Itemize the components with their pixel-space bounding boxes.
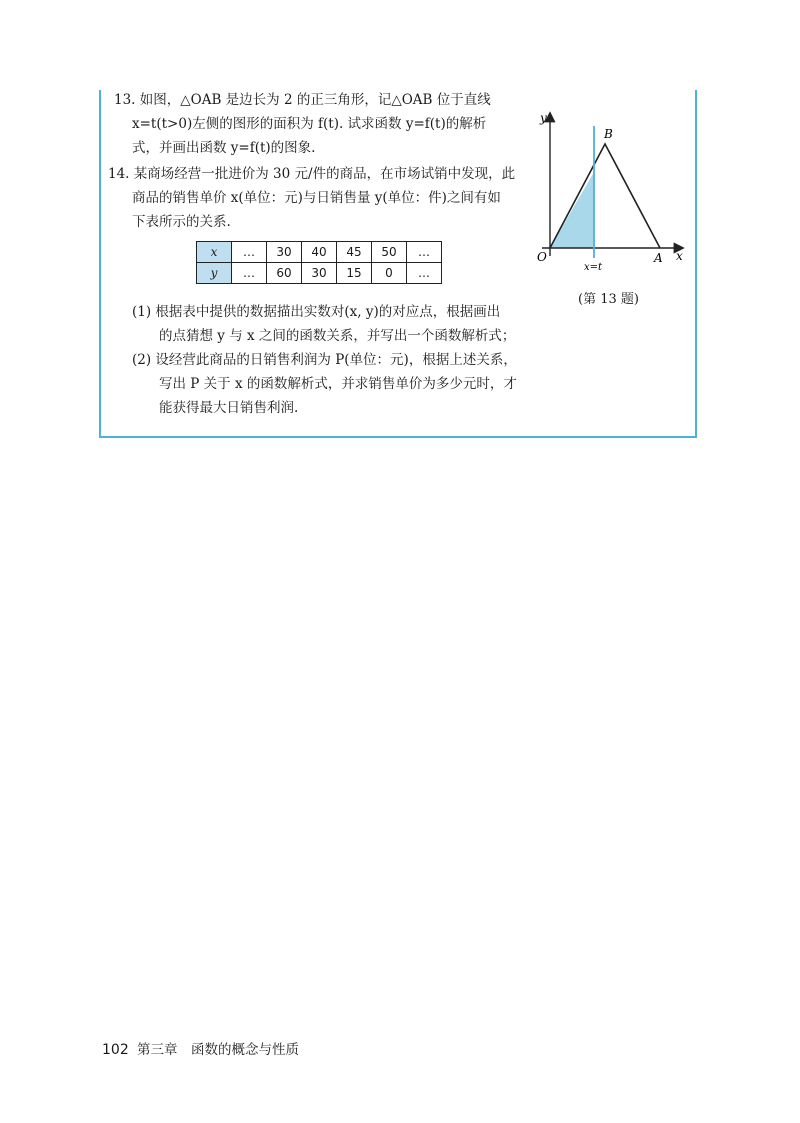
table-cell: … [232, 242, 267, 263]
q13-line2: x=t(t>0)左侧的图形的面积为 f(t). 试求函数 y=f(t)的解析 [132, 116, 487, 132]
table-cell: y [197, 263, 232, 284]
table-cell: x [197, 242, 232, 263]
page-footer [102, 1038, 299, 1058]
q14-line1: 14. 某商场经营一批进价为 30 元/件的商品，在市场试销中发现，此 [108, 166, 516, 182]
chapter-title: 第三章 函数的概念与性质 [137, 1042, 300, 1058]
table-row-y [197, 263, 442, 284]
q14-part1-line2: 的点猜想 y 与 x 之间的函数关系，并写出一个函数解析式； [159, 328, 516, 344]
table-cell: … [407, 242, 442, 263]
label-b: B [604, 127, 613, 141]
table-cell: 30 [267, 242, 302, 263]
q14-part2-line3: 能获得最大日销售利润. [159, 400, 299, 416]
q14-line2: 商品的销售单价 x(单位：元)与日销售量 y(单位：件)之间有如 [132, 190, 501, 206]
figure-caption: (第 13 题) [578, 292, 639, 307]
q14-part1-line1: (1) 根据表中提供的数据描出实数对(x, y)的对应点，根据画出 [132, 304, 501, 320]
label-x: x [676, 249, 683, 263]
table-cell: 30 [302, 263, 337, 284]
q14-line3: 下表所示的关系. [132, 214, 231, 230]
q13-line3: 式，并画出函数 y=f(t)的图象. [132, 140, 316, 156]
page-number: 102 [102, 1042, 129, 1058]
q14-part2-line1: (2) 设经营此商品的日销售利润为 P(单位：元)，根据上述关系， [132, 352, 517, 368]
table-row-x [197, 242, 442, 263]
table-cell: 60 [267, 263, 302, 284]
label-y: y [540, 111, 547, 125]
triangle-figure [528, 108, 688, 278]
table-cell: 40 [302, 242, 337, 263]
table-cell: 15 [337, 263, 372, 284]
q14-part2-line2: 写出 P 关于 x 的函数解析式，并求销售单价为多少元时，才 [159, 376, 517, 392]
table-cell: … [232, 263, 267, 284]
table-cell: 50 [372, 242, 407, 263]
label-o: O [537, 250, 547, 264]
q13-line1: 13. 如图，△OAB 是边长为 2 的正三角形，记△OAB 位于直线 [114, 92, 491, 108]
table-cell: 45 [337, 242, 372, 263]
label-line: x=t [584, 262, 603, 273]
table-cell: 0 [372, 263, 407, 284]
label-a: A [654, 251, 663, 265]
data-table [196, 241, 442, 284]
table-cell: … [407, 263, 442, 284]
